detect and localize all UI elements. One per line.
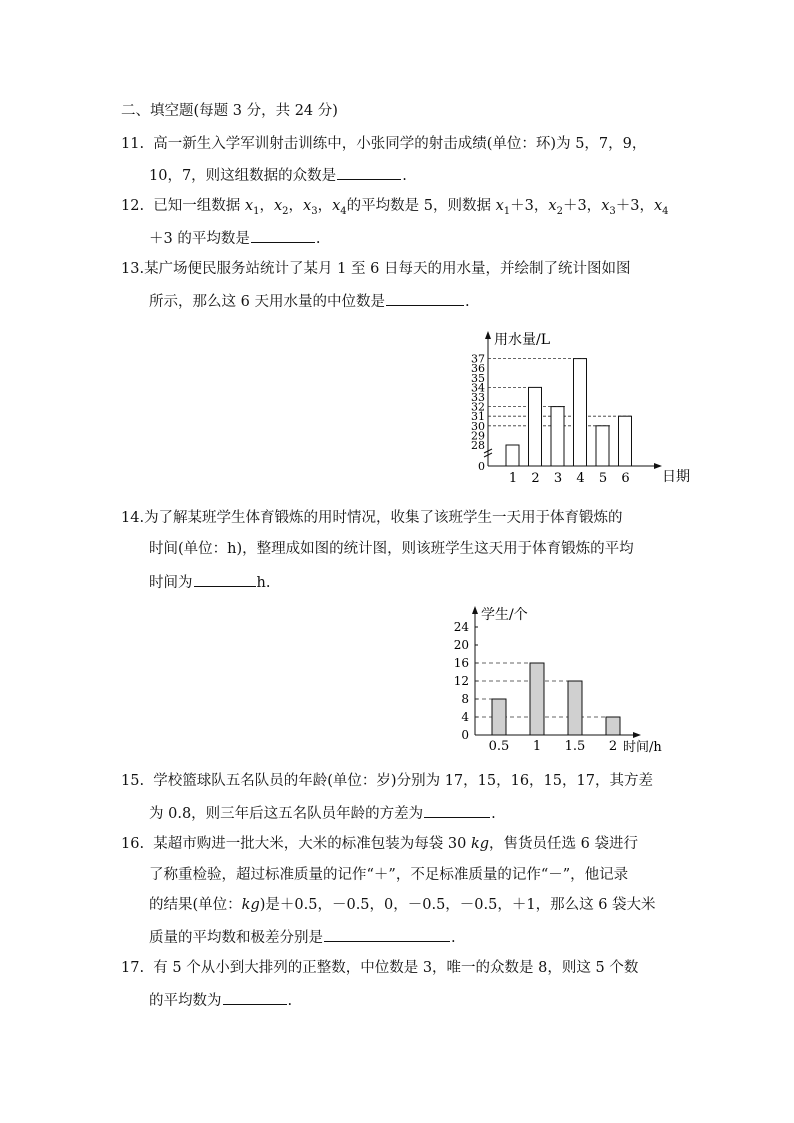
q17-line1 bbox=[121, 958, 638, 978]
bar bbox=[529, 387, 542, 466]
y-tick-label: 31 bbox=[471, 410, 485, 424]
answer-blank[interactable] bbox=[324, 926, 450, 942]
y-tick-label: 30 bbox=[471, 419, 485, 433]
section-title: 二、填空题(每题 3 分，共 24 分) bbox=[121, 103, 338, 119]
q16-text-b: ，售货员任选 6 袋进行 bbox=[489, 836, 638, 852]
q11-text: 高一新生入学军训射击训练中，小张同学的射击成绩(单位：环)为 5，7，9， bbox=[153, 136, 647, 152]
sub: 4 bbox=[340, 205, 347, 217]
q16-text-3b: )是＋0.5，－0.5，0，－0.5，－0.5，＋1，那么这 6 袋大米 bbox=[259, 897, 656, 913]
plus3: ＋3， bbox=[615, 198, 654, 214]
y-tick-label: 12 bbox=[453, 674, 469, 688]
x-tick-label: 1 bbox=[532, 739, 542, 754]
q15-number: 15. bbox=[121, 773, 145, 789]
q17-period: . bbox=[287, 993, 293, 1009]
q12-text-2: 的平均数是 5，则数据 bbox=[346, 198, 496, 214]
q16-line3 bbox=[149, 895, 656, 915]
sub: 1 bbox=[253, 205, 260, 217]
bar bbox=[596, 426, 609, 466]
y-tick-label: 33 bbox=[471, 391, 485, 404]
q17-text-2: 的平均数为 bbox=[149, 993, 222, 1009]
water-usage-chart bbox=[440, 325, 690, 495]
q14-line2: 时间(单位：h)，整理成如图的统计图，则该班学生这天用于体育锻炼的平均 bbox=[149, 541, 634, 557]
q12-line2 bbox=[149, 227, 320, 249]
q16-line4 bbox=[149, 926, 456, 948]
q13-period: . bbox=[464, 294, 470, 310]
x-axis-label: 时间/h bbox=[623, 740, 662, 755]
x-axis-arrow bbox=[633, 732, 641, 738]
x-tick-label: 0.5 bbox=[488, 739, 510, 754]
y-axis-label: 用水量/L bbox=[494, 332, 551, 348]
y-axis-arrow bbox=[485, 331, 491, 339]
x-tick-label: 4 bbox=[576, 471, 585, 486]
q15-text-2: 为 0.8，则三年后这五名队员年龄的方差为 bbox=[149, 806, 424, 822]
answer-blank[interactable] bbox=[424, 802, 490, 818]
sep: ， bbox=[288, 198, 304, 214]
x-tick-label: 2 bbox=[531, 471, 540, 486]
q12-text: 已知一组数据 bbox=[153, 198, 245, 214]
y-tick-label: 35 bbox=[471, 371, 485, 385]
sub: 3 bbox=[311, 205, 318, 217]
x-tick-label: 6 bbox=[621, 471, 630, 486]
y-tick-label: 28 bbox=[471, 439, 485, 452]
sub: 2 bbox=[282, 205, 289, 217]
y-tick-label: 8 bbox=[461, 692, 469, 706]
var-x: x bbox=[548, 198, 557, 214]
y-tick-label: 4 bbox=[461, 710, 469, 724]
var-x: x bbox=[653, 198, 663, 214]
sub: 1 bbox=[503, 205, 511, 217]
y-tick-label: 37 bbox=[471, 352, 485, 366]
bar bbox=[574, 359, 587, 466]
q16-period: . bbox=[451, 930, 456, 946]
var-x: x bbox=[332, 198, 341, 214]
q13-text-2: 所示，那么这 6 天用水量的中位数是 bbox=[149, 294, 385, 310]
q17-text: 有 5 个从小到大排列的正整数，中位数是 3，唯一的众数是 8，则这 5 个数 bbox=[153, 960, 639, 976]
q14-line3 bbox=[149, 571, 270, 593]
unit-kg: kg bbox=[241, 897, 260, 913]
y-tick-label: 29 bbox=[471, 429, 485, 443]
q15-line2 bbox=[149, 802, 496, 824]
x-axis-arrow bbox=[654, 463, 662, 469]
q16-text: 某超市购进一批大米，大米的标准包装为每袋 30 bbox=[153, 836, 471, 852]
q14-unit: h. bbox=[256, 575, 271, 591]
y-axis-arrow bbox=[472, 606, 478, 614]
q16-line2: 了称重检验，超过标准质量的记作“＋”，不足标准质量的记作“－”，他记录 bbox=[149, 867, 629, 883]
plus3: ＋3， bbox=[562, 198, 602, 214]
y-tick-label: 0 bbox=[478, 460, 485, 473]
x-tick-label: 2 bbox=[608, 739, 618, 754]
bar bbox=[606, 717, 620, 735]
q12-text-3: ＋3 的平均数是 bbox=[149, 231, 250, 247]
x-axis-label: 日期 bbox=[662, 469, 690, 485]
x-tick-label: 1 bbox=[508, 471, 518, 486]
q11-line1 bbox=[121, 134, 646, 154]
q11-line2 bbox=[149, 164, 407, 186]
y-tick-label: 32 bbox=[471, 400, 485, 414]
bar bbox=[492, 699, 506, 735]
q13-line2 bbox=[149, 290, 470, 312]
q12-period: . bbox=[315, 231, 321, 247]
bar bbox=[568, 681, 582, 735]
y-axis-label: 学生/个 bbox=[481, 607, 528, 623]
q11-period: . bbox=[402, 168, 407, 184]
sub: 3 bbox=[609, 205, 616, 217]
var-x: x bbox=[273, 198, 283, 214]
q14-text-3: 时间为 bbox=[149, 575, 193, 591]
x-tick-label: 5 bbox=[598, 471, 608, 486]
q15-line1 bbox=[121, 771, 653, 791]
answer-blank[interactable] bbox=[251, 227, 315, 243]
y-tick-label: 16 bbox=[453, 656, 469, 670]
q13-text: 某广场便民服务站统计了某月 1 至 6 日每天的用水量，并绘制了统计图如图 bbox=[144, 261, 631, 277]
bar bbox=[530, 663, 544, 735]
q14-text: 为了解某班学生体育锻炼的用时情况，收集了该班学生一天用于体育锻炼的 bbox=[144, 510, 623, 526]
var-x: x bbox=[495, 198, 504, 214]
y-tick-label: 0 bbox=[461, 728, 469, 742]
sub: 2 bbox=[556, 205, 563, 217]
q11-text-2: 10，7，则这组数据的众数是 bbox=[149, 168, 337, 184]
q16-text-3a: 的结果(单位： bbox=[149, 897, 242, 913]
plus3: ＋3， bbox=[510, 198, 549, 214]
exercise-time-chart bbox=[445, 600, 685, 760]
q13-number: 13. bbox=[121, 261, 145, 277]
var-x: x bbox=[601, 198, 610, 214]
answer-blank[interactable] bbox=[223, 989, 287, 1005]
bar bbox=[506, 445, 519, 466]
q14-number: 14. bbox=[121, 510, 145, 526]
bar bbox=[619, 416, 632, 466]
var-x: x bbox=[303, 198, 312, 214]
q12-number: 12. bbox=[121, 198, 145, 214]
answer-blank[interactable] bbox=[194, 571, 256, 587]
y-tick-label: 34 bbox=[471, 381, 485, 395]
q14-line1 bbox=[121, 508, 623, 528]
q13-line1 bbox=[121, 259, 630, 279]
sep: ， bbox=[259, 198, 274, 214]
q15-period: . bbox=[491, 806, 496, 822]
q16-number: 16. bbox=[121, 836, 145, 852]
q17-line2 bbox=[149, 989, 292, 1011]
q16-text-4: 质量的平均数和极差分别是 bbox=[149, 930, 323, 946]
q12-line1 bbox=[121, 196, 669, 222]
x-tick-label: 1.5 bbox=[564, 739, 586, 754]
y-tick-label: 20 bbox=[453, 638, 469, 652]
answer-blank[interactable] bbox=[337, 164, 401, 180]
x-tick-label: 3 bbox=[553, 471, 563, 486]
bar bbox=[551, 407, 564, 466]
answer-blank[interactable] bbox=[386, 290, 464, 306]
unit-kg: kg bbox=[470, 836, 490, 852]
q11-number: 11. bbox=[121, 136, 145, 152]
sep: ， bbox=[317, 198, 333, 214]
var-x: x bbox=[244, 198, 254, 214]
q17-number: 17. bbox=[121, 960, 145, 976]
sub: 4 bbox=[662, 205, 669, 217]
y-tick-label: 24 bbox=[453, 620, 469, 634]
q16-line1 bbox=[121, 834, 638, 854]
y-tick-label: 36 bbox=[471, 362, 485, 376]
q15-text: 学校篮球队五名队员的年龄(单位：岁)分别为 17，15，16，15，17，其方差 bbox=[153, 773, 653, 789]
